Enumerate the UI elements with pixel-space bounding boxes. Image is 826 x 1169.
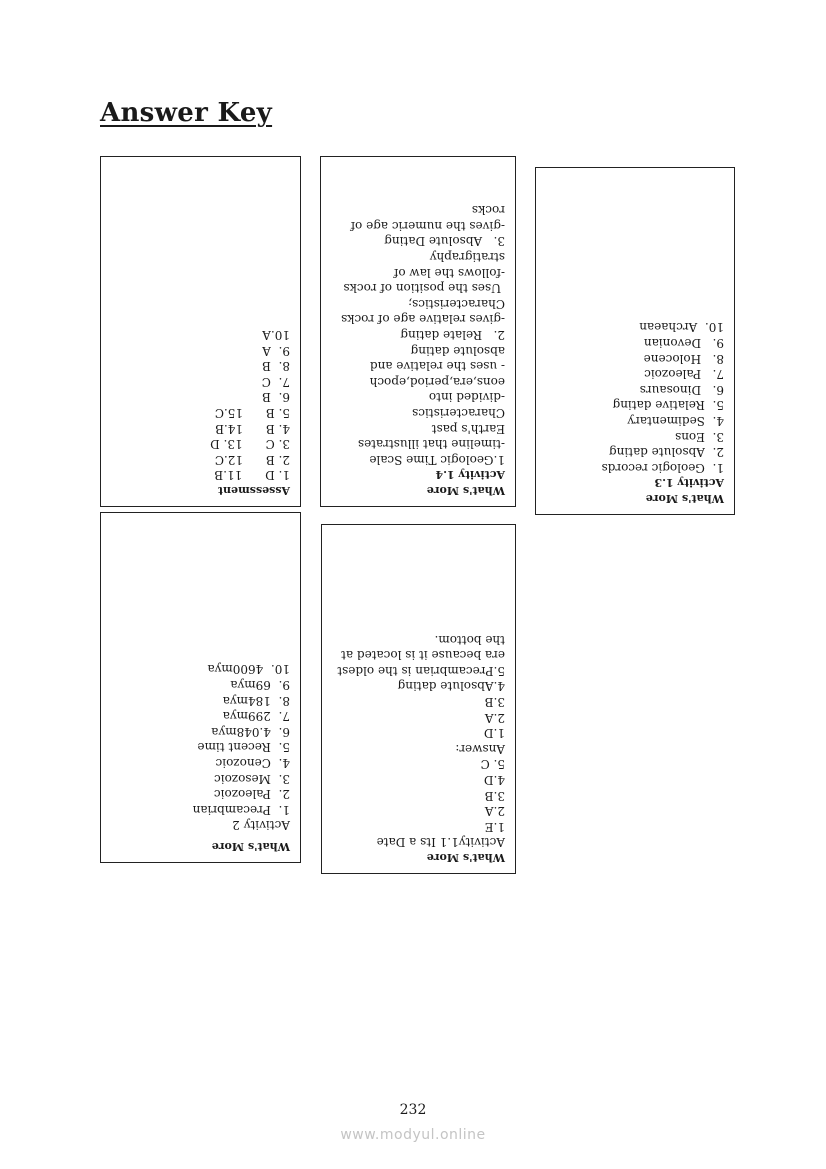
answer-line: 9. Devonian bbox=[643, 336, 724, 351]
answer-line: 7. C bbox=[261, 374, 290, 389]
answer-line: 3.B bbox=[484, 695, 505, 710]
answer-line: Uses the position of rocks bbox=[343, 281, 505, 296]
answer-line: 6. B bbox=[262, 390, 290, 405]
answer-line: 5. Recent time bbox=[197, 740, 290, 755]
answer-line: eons,era,period,epoch bbox=[369, 374, 505, 389]
activity-1-1-content bbox=[322, 525, 515, 873]
page-title: Answer Key bbox=[100, 98, 273, 128]
answer-line: Answer: bbox=[455, 741, 505, 756]
answer-line: 1. D 11.B bbox=[214, 468, 290, 483]
box-subheading: Activity1.1 Its a Date bbox=[376, 835, 505, 850]
box-subheading: Activity 1.4 bbox=[435, 468, 505, 482]
answer-line: 9. 69mya bbox=[230, 678, 290, 693]
answer-line: 5. C bbox=[480, 757, 505, 772]
answer-line: 10.A bbox=[262, 328, 290, 343]
page-number: 232 bbox=[399, 1102, 427, 1118]
answer-line: 9. A bbox=[262, 343, 290, 358]
assessment-heading: Assessment bbox=[217, 484, 290, 497]
activity-2-content bbox=[101, 513, 300, 862]
answer-line: 3. Eons bbox=[675, 429, 724, 444]
answer-line: -follows the law of bbox=[393, 265, 505, 280]
answer-line: 4.Absolute dating bbox=[397, 679, 505, 694]
answer-line: 1.Geologic Time Scale bbox=[369, 452, 505, 467]
answer-line: 8. B bbox=[262, 359, 290, 374]
answer-line: 3. Mesozoic bbox=[214, 771, 290, 786]
answer-line: 4.D bbox=[483, 773, 505, 788]
answer-line: 2. B 12.C bbox=[214, 452, 290, 467]
answer-line: 6. 4.048mya bbox=[211, 724, 290, 739]
activity-1-4-box bbox=[320, 156, 516, 507]
answer-line: 2.A bbox=[484, 804, 505, 819]
answer-line: 3. C 13. D bbox=[210, 437, 290, 452]
answer-line: 7. 299mya bbox=[222, 709, 290, 724]
answer-line: 10. 4600mya bbox=[207, 662, 290, 677]
answer-line: rocks bbox=[471, 203, 505, 218]
activity-1-4-content bbox=[321, 157, 515, 506]
answer-line: 2. Paleozoic bbox=[213, 787, 290, 802]
answer-line: 7. Paleozoic bbox=[644, 367, 724, 382]
answer-line: 5. Relative dating bbox=[612, 398, 724, 413]
answer-line: 6. Dinosaurs bbox=[639, 382, 724, 397]
answer-line: 1. Precambrian bbox=[192, 802, 290, 817]
answer-line: 5.Precambrian is the oldest bbox=[337, 663, 505, 678]
answer-line: -timeline that illustrates bbox=[357, 437, 505, 452]
answer-line: 10. Archaean bbox=[639, 320, 724, 335]
box-heading: What's More bbox=[645, 492, 724, 505]
answer-line: 4. Sedimentary bbox=[627, 414, 724, 429]
watermark: www.modyul.online bbox=[340, 1127, 486, 1143]
answer-line: 3.B bbox=[484, 788, 505, 803]
activity-1-3-box bbox=[535, 167, 735, 515]
assessment-content bbox=[101, 157, 300, 506]
activity-1-3-content bbox=[536, 168, 734, 514]
answer-line: era because it is located at bbox=[341, 648, 505, 663]
answer-line: 2.A bbox=[484, 710, 505, 725]
answer-line: -divided into bbox=[428, 390, 505, 405]
answer-line: Earth's past bbox=[431, 421, 505, 436]
answer-line: -gives the numeric age of bbox=[350, 218, 505, 233]
answer-line: absolute dating bbox=[410, 343, 505, 358]
activity-2-box bbox=[100, 512, 301, 863]
answer-line: 4. Cenozoic bbox=[215, 756, 290, 771]
answer-line: 3. Absolute Dating bbox=[384, 234, 505, 249]
answer-line: Characteristics bbox=[412, 406, 505, 421]
answer-line: 2. Relate dating bbox=[400, 328, 505, 343]
answer-line: 8. Holocene bbox=[643, 351, 724, 366]
box-heading: What's More bbox=[426, 851, 505, 864]
answer-line: 1.D bbox=[483, 726, 505, 741]
activity-1-1-box bbox=[321, 524, 516, 874]
assessment-box bbox=[100, 156, 301, 507]
answer-line: 4. B 14.B bbox=[215, 421, 290, 436]
box-subheading: Activity 2 bbox=[232, 818, 290, 833]
answer-line: 8. 184mya bbox=[222, 693, 290, 708]
box-heading: What's More bbox=[211, 840, 290, 853]
box-subheading: Activity 1.3 bbox=[654, 476, 724, 490]
answer-line: - uses the relative and bbox=[369, 359, 505, 374]
answer-line: 2. Absolute dating bbox=[608, 445, 724, 460]
answer-line: Characteristics; bbox=[408, 296, 505, 311]
box-heading: What's More bbox=[426, 484, 505, 497]
answer-line: 1. Geologic records bbox=[601, 460, 724, 475]
answer-line: the bottom. bbox=[434, 632, 505, 647]
answer-line: 1.E bbox=[484, 819, 505, 834]
answer-line: -gives relative age of rocks bbox=[341, 312, 505, 327]
answer-line: stratigraphy bbox=[429, 250, 505, 265]
answer-line: 5. B 15.C bbox=[214, 406, 290, 421]
